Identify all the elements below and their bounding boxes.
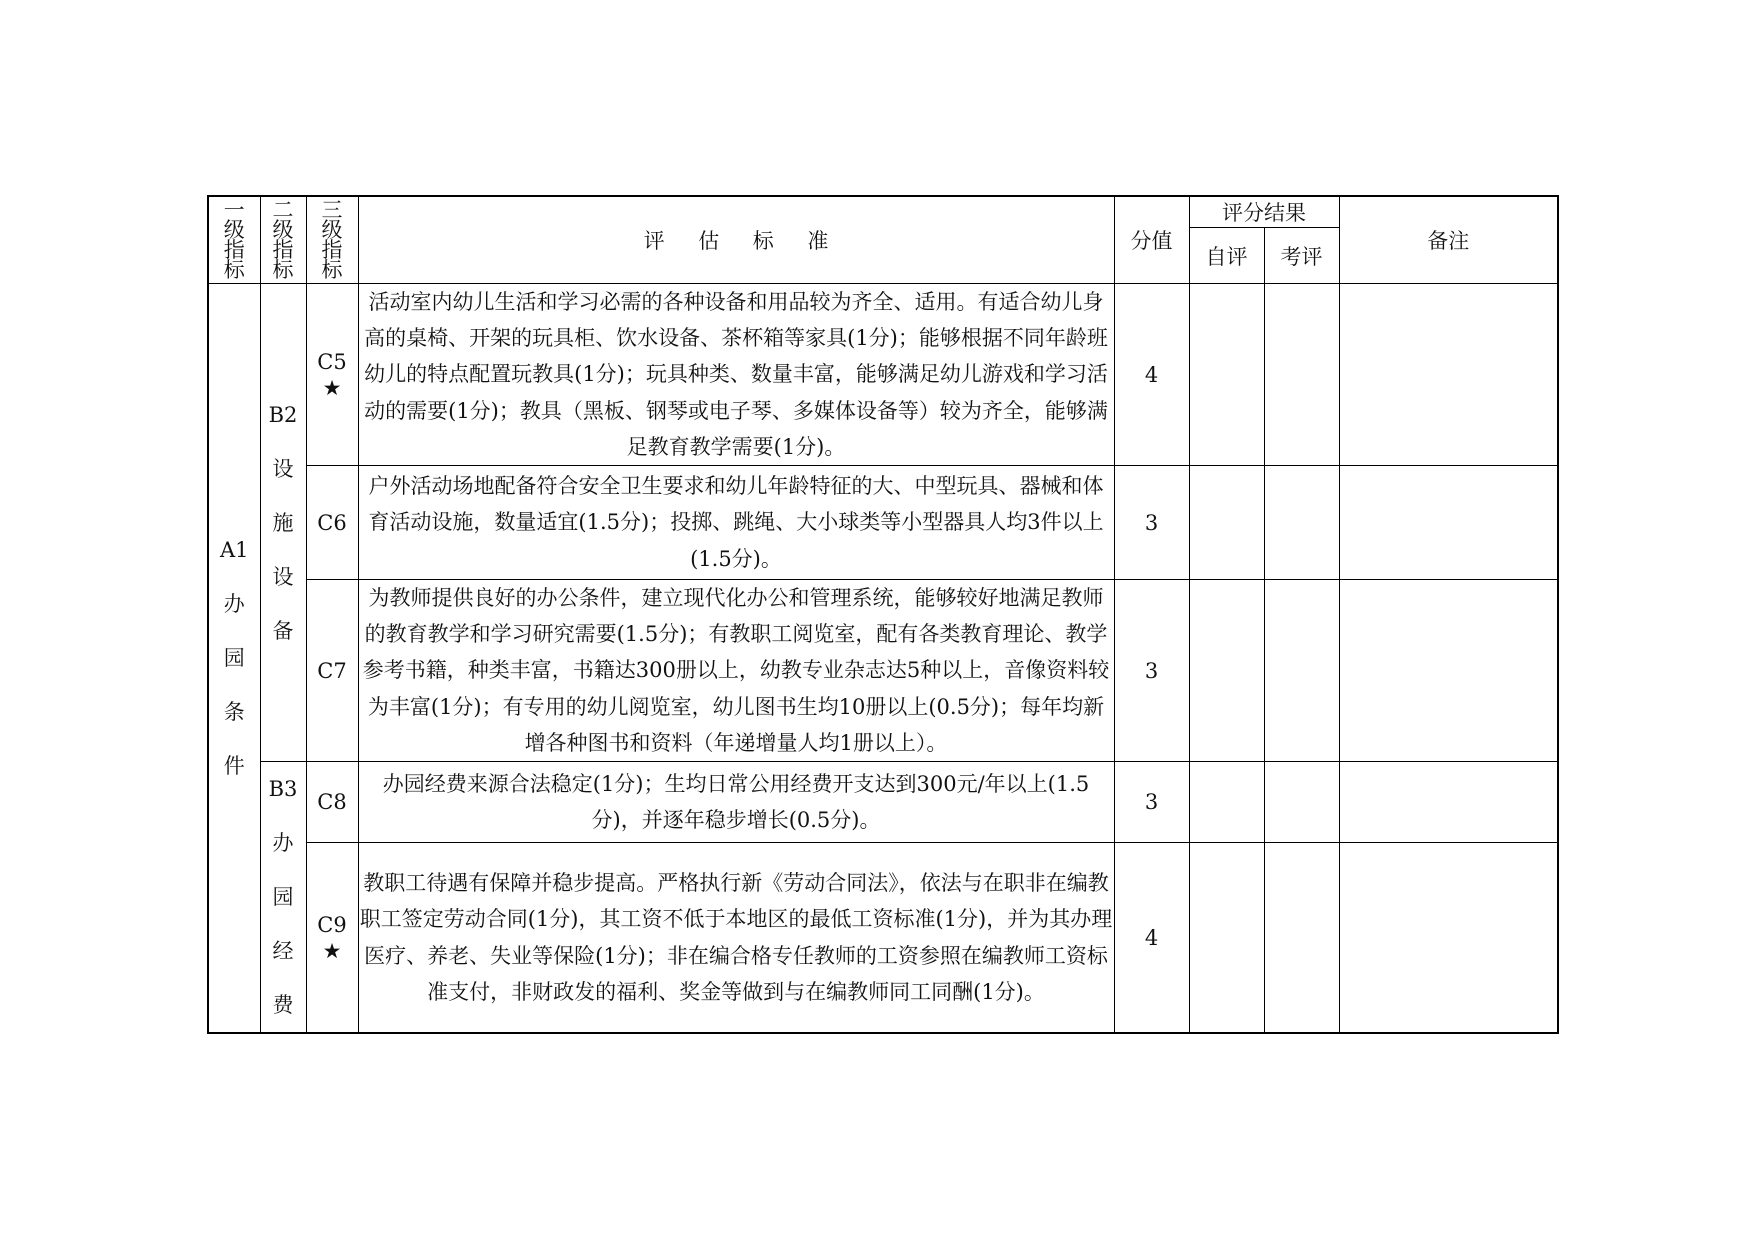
remark-cell[interactable] (1339, 762, 1558, 843)
star-icon: ★ (322, 375, 342, 400)
table-row (208, 466, 1558, 580)
criteria-text: 活动室内幼儿生活和学习必需的各种设备和用品较为齐全、适用。有适合幼儿身高的桌椅、开架的玩具柜、饮水设备、茶杯箱等家具(1分)；能够根据不同年龄班幼儿的特点配置玩教具(1分)；玩具种类、数量丰富，能够满足幼儿游戏和学习活动的需要(1分)；教具（黑板、钢琴或电子琴、多媒体设备等）较为齐全，能够满足教育教学需要(1分)。 (358, 284, 1114, 466)
criteria-text: 为教师提供良好的办公条件，建立现代化办公和管理系统，能够较好地满足教师的教育教学和学习研究需要(1.5分)；有教职工阅览室，配有各类教育理论、教学参考书籍，种类丰富，书籍达300册以上，幼教专业杂志达5种以上，音像资料较为丰富(1分)；有专用的幼儿阅览室，幼儿图书生均10册以上(0.5分)；每年均新增各种图书和资料（年递增量人均1册以上）。 (358, 580, 1114, 762)
self-score-cell[interactable] (1189, 580, 1264, 762)
self-score-cell[interactable] (1189, 843, 1264, 1033)
criteria-text: 教职工待遇有保障并稳步提高。严格执行新《劳动合同法》，依法与在职非在编教职工签定劳动合同(1分)，其工资不低于本地区的最低工资标准(1分)，并为其办理医疗、养老、失业等保险(1分)；非在编合格专任教师的工资参照在编教师工资标准支付，非财政发的福利、奖金等做到与在编教师同工同酬(1分)。 (358, 843, 1114, 1033)
evaluation-table (207, 195, 1559, 1034)
score-value: 4 (1114, 843, 1189, 1033)
level3-code: C5 ★ (306, 284, 358, 466)
remark-cell[interactable] (1339, 466, 1558, 580)
remark-cell[interactable] (1339, 843, 1558, 1033)
header-remark: 备注 (1339, 196, 1558, 284)
header-self: 自评 (1189, 228, 1264, 284)
self-score-cell[interactable] (1189, 466, 1264, 580)
remark-cell[interactable] (1339, 284, 1558, 466)
score-value: 4 (1114, 284, 1189, 466)
level1-a1: A1 办 园 条 件 (208, 284, 260, 1034)
header-review: 考评 (1264, 228, 1339, 284)
self-score-cell[interactable] (1189, 284, 1264, 466)
table-row (208, 580, 1558, 762)
header-level1: 一 级 指 标 (208, 196, 260, 284)
score-value: 3 (1114, 466, 1189, 580)
header-criteria: 评估标准 (358, 196, 1114, 284)
level3-code: C6 (306, 466, 358, 580)
header-result: 评分结果 (1189, 196, 1339, 228)
table-row (208, 843, 1558, 1033)
score-value: 3 (1114, 762, 1189, 843)
header-score: 分值 (1114, 196, 1189, 284)
criteria-text: 户外活动场地配备符合安全卫生要求和幼儿年龄特征的大、中型玩具、器械和体育活动设施，数量适宜(1.5分)；投掷、跳绳、大小球类等小型器具人均3件以上(1.5分)。 (358, 466, 1114, 580)
review-score-cell[interactable] (1264, 762, 1339, 843)
criteria-text: 办园经费来源合法稳定(1分)；生均日常公用经费开支达到300元/年以上(1.5分)，并逐年稳步增长(0.5分)。 (358, 762, 1114, 843)
score-value: 3 (1114, 580, 1189, 762)
header-level3: 三 级 指 标 (306, 196, 358, 284)
star-icon: ★ (322, 938, 342, 963)
level2-b3: B3 办 园 经 费 (260, 762, 306, 1034)
table-row (208, 284, 1558, 466)
self-score-cell[interactable] (1189, 762, 1264, 843)
review-score-cell[interactable] (1264, 284, 1339, 466)
table-row (208, 762, 1558, 843)
header-level2: 二 级 指 标 (260, 196, 306, 284)
level3-code: C7 (306, 580, 358, 762)
level3-code: C9 ★ (306, 843, 358, 1033)
remark-cell[interactable] (1339, 580, 1558, 762)
review-score-cell[interactable] (1264, 843, 1339, 1033)
review-score-cell[interactable] (1264, 466, 1339, 580)
level3-code: C8 (306, 762, 358, 843)
level2-b2: B2 设 施 设 备 (260, 284, 306, 762)
review-score-cell[interactable] (1264, 580, 1339, 762)
